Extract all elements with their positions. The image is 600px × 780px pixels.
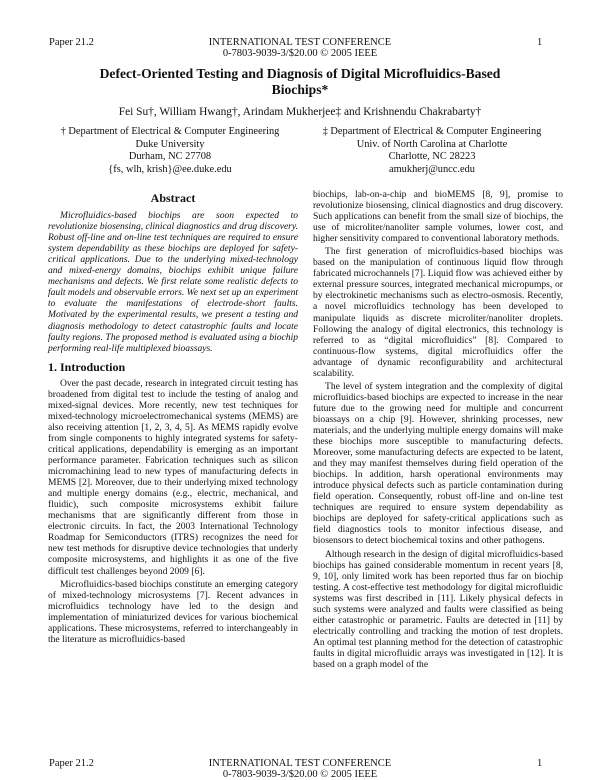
isbn-line: 0-7803-9039-3/$20.00 © 2005 IEEE	[222, 769, 378, 780]
body-paragraph: Microfluidics-based biochips constitute an emerging category of mixed-technology microsystems [7]. Recent advances in microfluidics technology have led to the design and implementation of miniaturized devices for various biochemical applications. These microsystems, referred to interchangeably in the literature as microfluidics-based	[48, 578, 298, 645]
affiliation-email: {fs, wlh, krish}@ee.duke.edu	[108, 163, 232, 175]
conference-name: INTERNATIONAL TEST CONFERENCE	[208, 37, 392, 48]
affiliation-city: Durham, NC 27708	[128, 151, 212, 162]
affiliation-dept: ‡ Department of Electrical & Computer Engineering	[322, 126, 542, 137]
isbn-line: 0-7803-9039-3/$20.00 © 2005 IEEE	[222, 48, 378, 59]
affiliation-email: amukherj@uncc.edu	[388, 163, 476, 175]
affiliation-city: Charlotte, NC 28223	[388, 151, 476, 162]
affiliation-institution: Duke University	[135, 138, 205, 150]
affiliation-uncc	[317, 126, 547, 176]
body-paragraph: The level of system integration and the complexity of digital microfluidics-based biochips are expected to increase in the near future due to the growing need for multiple and concurrent bioassays on a chip [9]. However, shrinking processes, new materials, and the underlying multiple energy domains will make these biochips more susceptible to manufacturing defects. Moreover, some manufacturing defects are expected to be latent, and they may manifest themselves during field operation of the biochips. In addition, harsh operational environments may introduce physical defects such as particle contamination during field operation. Consequently, robust off-line and on-line test techniques are required to ensure system dependability as biochips are deployed for safety-critical applications such as field diagnostics tools to monitor infectious disease, and biosensors to detect biochemical toxins and other pathogens.	[313, 380, 563, 547]
body-paragraph: The first generation of microfluidics-based biochips was based on the manipulation of continuous liquid flow through fabricated microchannels [7]. Liquid flow was achieved either by external pressure sources, integrated mechanical micropumps, or by electrokinetic mechanisms such as electro-osmosis. Recently, a novel microfluidics technology has been developed to manipulate liquids as discrete microliter/nanoliter droplets. Following the analogy of digital electronics, this technology is referred to as “digital microfluidics” [8]. Compared to continuous-flow systems, digital microfluidics offer the advantage of dynamic reconfigurability and architectural scalability.	[313, 246, 563, 379]
abstract-text: Microfluidics-based biochips are soon expected to revolutionize biosensing, clinical diagnostics and drug discovery. Robust off-line and on-line test techniques are required to ensure system dependability as these biochips are deployed for safety-critical applications. Due to the underlying mixed-technology and mixed-energy domains, biochips exhibit unique failure mechanisms and defects. We first relate some realistic defects to fault models and observable errors. We next set up an experiment to evaluate the manifestations of electrode-short faults. Motivated by the experimental results, we present a testing and diagnosis methodology to detect catastrophic faults and locate faulty regions. The proposed method is evaluated using a biochip performing real-life multiplexed bioassays.	[48, 210, 298, 354]
body-paragraph: Over the past decade, research in integrated circuit testing has broadened from digital test to include the testing of analog and mixed-signal devices. More recently, new test techniques for mixed-technology microelectromechanical systems (MEMS) are also receiving attention [1, 2, 3, 4, 5]. As MEMS rapidly evolve from single components to highly integrated systems for safety-critical applications, dependability is emerging as an important performance parameter. Fabrication techniques such as silicon micromachining lead to new types of manufacturing defects in MEMS [2]. Moreover, due to their underlying mixed technology and multiple energy domains (e.g., electric, mechanical, and fluidic), such composite microsystems exhibit failure mechanisms that are significantly different from those in electronic circuits. In fact, the 2003 International Technology Roadmap for Semiconductors (ITRS) recognizes the need for new test methods for disruptive device technologies that underly composite microsystems, and highlights it as one of the five difficult test challenges beyond 2009 [6].	[48, 377, 298, 577]
abstract-heading: Abstract	[150, 191, 196, 205]
conference-name: INTERNATIONAL TEST CONFERENCE	[208, 758, 392, 769]
paper-title: Defect-Oriented Testing and Diagnosis of Digital Microfluidics-Based Biochips*	[99, 66, 501, 97]
affiliation-duke	[55, 126, 285, 176]
affiliation-institution: Univ. of North Carolina at Charlotte	[356, 138, 508, 150]
right-column	[313, 189, 563, 672]
paper-number: Paper 21.2	[49, 37, 94, 48]
affiliation-dept: † Department of Electrical & Computer Engineering	[60, 126, 280, 137]
body-paragraph: biochips, lab-on-a-chip and bioMEMS [8, 9], promise to revolutionize biosensing, clinical diagnostics and drug discovery. Such applications can benefit from the small size of biochips, the use of microliter/nanoliter sample volumes, lower cost, and higher sensitivity compared to conventional laboratory methods.	[313, 189, 563, 245]
author-list: Fei Su†, William Hwang†, Arindam Mukherjee‡ and Krishnendu Chakrabarty†	[118, 106, 482, 118]
page-number: 1	[537, 758, 543, 769]
page-number: 1	[537, 37, 543, 48]
left-column	[48, 193, 298, 647]
body-paragraph: Although research in the design of digital microfluidics-based biochips has gained considerable momentum in recent years [8, 9, 10], only limited work has been reported thus far on biochip testing. A cost-effective test methodology for digital microfluidic systems was first described in [11]. Likely physical defects in such systems were analyzed and faults were classified as being either catastrophic or parametric. Faults are detected in [11] by electrically controlling and tracking the motion of test droplets. An optimal test planning method for the detection of catastrophic faults in digital microfluidic arrays was investigated in [12]. It is based on a graph model of the	[313, 548, 563, 670]
section-heading-introduction: 1. Introduction	[48, 359, 126, 374]
paper-number: Paper 21.2	[49, 758, 94, 769]
